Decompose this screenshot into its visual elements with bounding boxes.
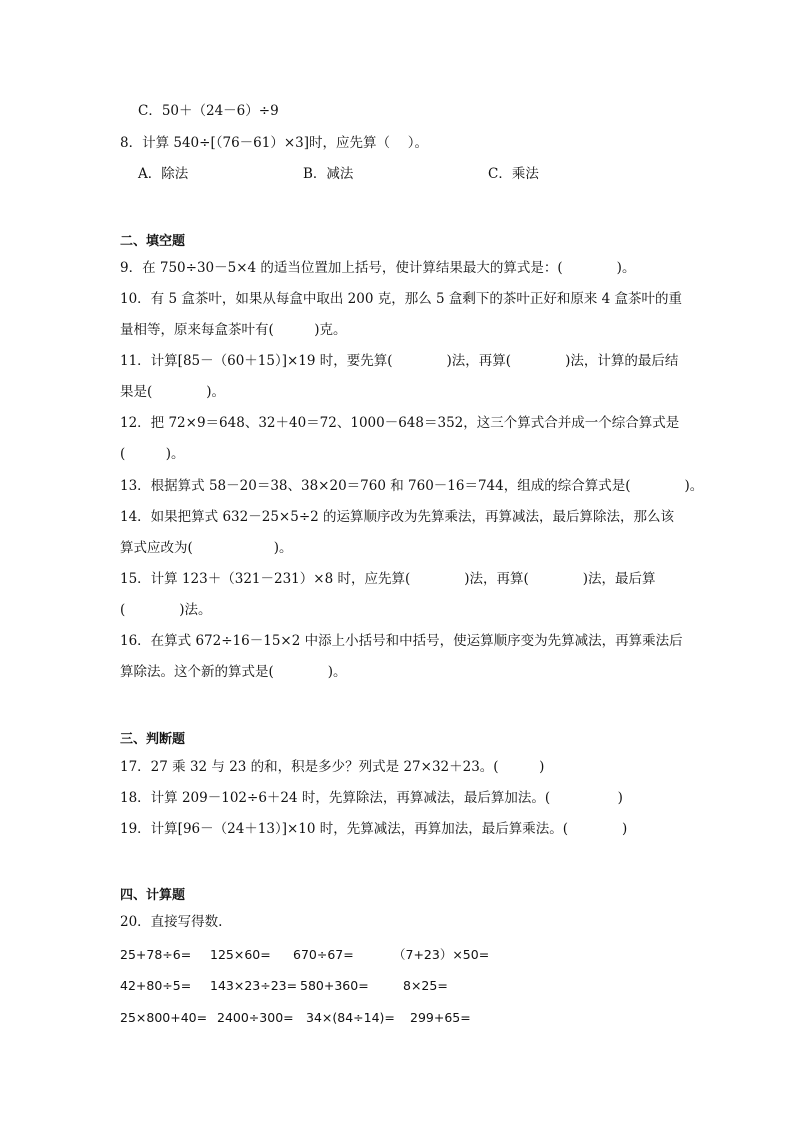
section-fill-title: 二、填空题	[120, 234, 186, 249]
fill-line: 算式应改为( )。	[120, 540, 293, 556]
section-calc-title: 四、计算题	[120, 888, 186, 903]
fill-line: ( )。	[120, 446, 185, 462]
q8-option-a: A．除法	[138, 166, 189, 182]
fill-line: 量相等，原来每盒茶叶有( )克。	[120, 322, 347, 338]
q7-option-c: C．50＋（24－6）÷9	[138, 103, 279, 119]
calc-item: 34×(84÷14)=	[306, 1010, 395, 1025]
fill-line: 算除法。这个新的算式是( )。	[120, 664, 347, 680]
calc-item: 2400÷300=	[217, 1010, 294, 1025]
fill-line: 9．在 750÷30－5×4 的适当位置加上括号，使计算结果最大的算式是：( )。	[120, 260, 636, 276]
fill-line: 15．计算 123＋（321－231）×8 时，应先算( )法，再算( )法，最后算	[120, 571, 656, 587]
judge-line: 17．27 乘 32 与 23 的和，积是多少？列式是 27×32＋23。( )	[120, 759, 545, 775]
q8-option-c: C．乘法	[488, 166, 539, 182]
section-judge-title: 三、判断题	[120, 732, 186, 747]
q8-stem: 8．计算 540÷[（76－61）×3]时，应先算（ ）。	[120, 135, 429, 151]
fill-line: 12．把 72×9＝648、32＋40＝72、1000－648＝352，这三个算式合并成一个综合算式是	[120, 415, 680, 431]
q8-options	[120, 165, 720, 183]
fill-line: 11．计算[85－（60＋15）]×19 时，要先算( )法，再算( )法，计算的最后结	[120, 353, 679, 369]
q8-option-b: B．减法	[303, 166, 354, 182]
calc-instruction: 20．直接写得数.	[120, 914, 223, 930]
calc-item: （7+23）×50=	[393, 947, 490, 962]
calc-item: 25+78÷6=	[120, 947, 192, 962]
fill-line: 果是( )。	[120, 384, 226, 400]
fill-line: 10．有 5 盒茶叶，如果从每盒中取出 200 克，那么 5 盒剩下的茶叶正好和原来 4 盒茶叶的重	[120, 291, 683, 307]
calc-item: 8×25=	[403, 978, 448, 993]
judge-line: 19．计算[96－（24＋13）]×10 时，先算减法，再算加法，最后算乘法。( )	[120, 821, 628, 837]
judge-line: 18．计算 209－102÷6＋24 时，先算除法，再算减法，最后算加法。( )	[120, 790, 623, 806]
calc-item: 125×60=	[210, 947, 271, 962]
fill-line: ( )法。	[120, 602, 212, 618]
calc-item: 670÷67=	[293, 947, 354, 962]
calc-item: 143×23÷23=	[210, 978, 298, 993]
fill-line: 14．如果把算式 632－25×5÷2 的运算顺序改为先算乘法，再算减法，最后算除法，那么该	[120, 509, 675, 525]
calc-item: 25×800+40=	[120, 1010, 208, 1025]
calc-item: 42+80÷5=	[120, 978, 192, 993]
calc-item: 299+65=	[410, 1010, 471, 1025]
fill-line: 13．根据算式 58－20＝38、38×20＝760 和 760－16＝744，组成的综合算式是( )。	[120, 478, 704, 494]
calc-item: 580+360=	[300, 978, 369, 993]
fill-line: 16．在算式 672÷16－15×2 中添上小括号和中括号，使运算顺序变为先算减法，再算乘法后	[120, 633, 683, 649]
